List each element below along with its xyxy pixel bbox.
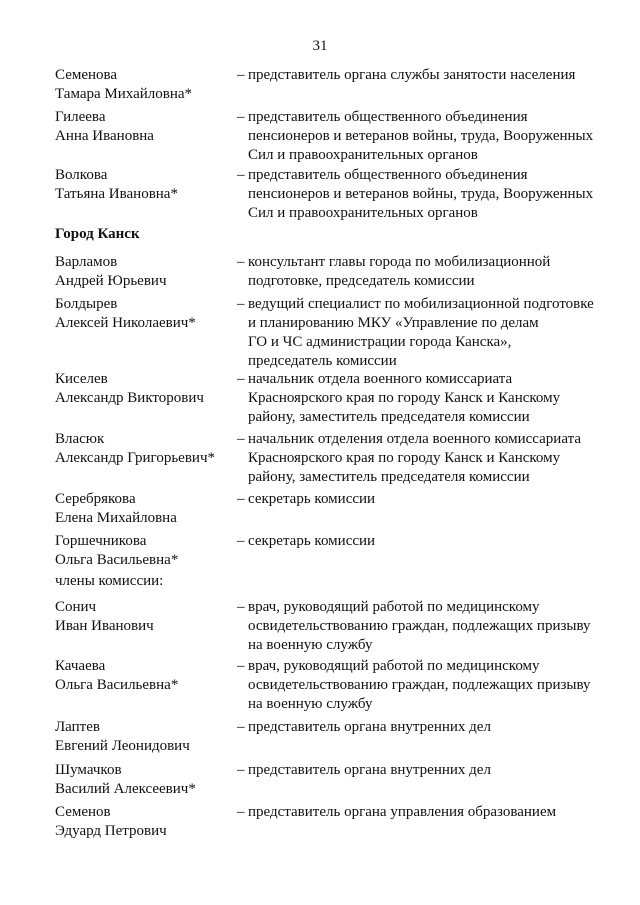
dash-marker: –	[237, 762, 245, 778]
dash-marker: –	[237, 658, 245, 674]
dash-marker: –	[237, 533, 245, 549]
member-role-line: на военную службу	[248, 637, 373, 653]
member-name-line: Волкова	[55, 167, 108, 183]
member-name-line: Шумачков	[55, 762, 122, 778]
member-name	[55, 370, 235, 408]
member-role-line	[237, 598, 597, 617]
member-role-text: врач, руководящий работой по медицинскому	[248, 658, 540, 674]
dash-marker: –	[237, 254, 245, 270]
member-name-line: Качаева	[55, 658, 106, 674]
member-name-line: Семенов	[55, 804, 111, 820]
member-role-text: представитель органа внутренних дел	[248, 719, 491, 735]
member-role-line: Красноярского края по городу Канск и Канскому	[248, 390, 561, 406]
member-name	[55, 108, 235, 146]
member-name	[55, 718, 235, 756]
member-role-line: и планированию МКУ «Управление по делам	[248, 315, 539, 331]
member-role	[237, 803, 597, 822]
member-role-line: на военную службу	[248, 696, 373, 712]
member-name	[55, 430, 235, 468]
member-role-text: ведущий специалист по мобилизационной подготовке	[248, 296, 594, 312]
dash-marker: –	[237, 67, 245, 83]
member-name-line: Алексей Николаевич*	[55, 315, 196, 331]
dash-marker: –	[237, 167, 245, 183]
member-name-line: Ольга Васильевна*	[55, 677, 179, 693]
member-role-text: представитель органа внутренних дел	[248, 762, 491, 778]
member-role	[237, 430, 597, 487]
member-role-text: представитель органа службы занятости населения	[248, 67, 576, 83]
member-name-line: Семенова	[55, 67, 118, 83]
member-name	[55, 803, 235, 841]
member-name-line: Сонич	[55, 599, 97, 615]
member-role-line	[237, 370, 597, 389]
member-name-line: Андрей Юрьевич	[55, 273, 167, 289]
dash-marker: –	[237, 371, 245, 387]
member-name-line: Иван Иванович	[55, 618, 154, 634]
member-name-line: Ольга Васильевна*	[55, 552, 179, 568]
member-name	[55, 166, 235, 204]
member-role-line	[237, 253, 597, 272]
member-role	[237, 532, 597, 551]
member-name	[55, 657, 235, 695]
member-role-line	[237, 108, 597, 127]
dash-marker: –	[237, 431, 245, 447]
member-name	[55, 598, 235, 636]
member-name-line: Александр Григорьевич*	[55, 450, 215, 466]
member-role-text: представитель общественного объединения	[248, 167, 528, 183]
member-role-line: пенсионеров и ветеранов войны, труда, Вооруженных	[248, 128, 594, 144]
member-role-text: секретарь комиссии	[248, 491, 376, 507]
member-role-line: Сил и правоохранительных органов	[248, 147, 478, 163]
member-name-line: Елена Михайловна	[55, 510, 177, 526]
member-role-line	[237, 761, 597, 780]
member-role-text: начальник отдела военного комиссариата	[248, 371, 513, 387]
member-role-text: консультант главы города по мобилизационной	[248, 254, 551, 270]
member-role-line: освидетельствованию граждан, подлежащих призыву	[248, 677, 591, 693]
member-role-text: представитель общественного объединения	[248, 109, 528, 125]
page-number: 31	[312, 38, 328, 54]
members-label: члены комиссии:	[55, 573, 164, 589]
member-role-line	[237, 532, 597, 551]
member-name	[55, 761, 235, 799]
member-name-line: Лаптев	[55, 719, 100, 735]
member-role	[237, 718, 597, 737]
member-name	[55, 253, 235, 291]
member-role-line	[237, 657, 597, 676]
member-role-line: подготовке, председатель комиссии	[248, 273, 475, 289]
member-name-line: Тамара Михайловна*	[55, 86, 193, 102]
member-name-line: Варламов	[55, 254, 118, 270]
member-name	[55, 295, 235, 333]
member-name-line: Гилеева	[55, 109, 106, 125]
member-role	[237, 370, 597, 427]
member-name-line: Василий Алексеевич*	[55, 781, 196, 797]
member-role-line	[237, 430, 597, 449]
member-name	[55, 66, 235, 104]
member-role-line: району, заместитель председателя комиссии	[248, 469, 530, 485]
member-name-line: Власюк	[55, 431, 105, 447]
dash-marker: –	[237, 296, 245, 312]
dash-marker: –	[237, 109, 245, 125]
member-role-text: начальник отделения отдела военного комиссариата	[248, 431, 581, 447]
member-role-line: освидетельствованию граждан, подлежащих призыву	[248, 618, 591, 634]
dash-marker: –	[237, 491, 245, 507]
section-heading: Город Канск	[55, 226, 140, 242]
member-role-line: ГО и ЧС администрации города Канска»,	[248, 334, 512, 350]
member-role-line: председатель комиссии	[248, 353, 397, 369]
member-role-text: секретарь комиссии	[248, 533, 376, 549]
member-role-line: Красноярского края по городу Канск и Канскому	[248, 450, 561, 466]
member-name-line: Александр Викторович	[55, 390, 204, 406]
member-name-line: Киселев	[55, 371, 108, 387]
member-role	[237, 253, 597, 291]
member-role	[237, 761, 597, 780]
member-role	[237, 657, 597, 714]
dash-marker: –	[237, 719, 245, 735]
member-name	[55, 532, 235, 570]
member-role-line	[237, 166, 597, 185]
member-role	[237, 166, 597, 223]
member-name	[55, 490, 235, 528]
member-role-line	[237, 490, 597, 509]
member-role	[237, 66, 597, 85]
member-role-line	[237, 803, 597, 822]
member-role	[237, 490, 597, 509]
member-role-line	[237, 718, 597, 737]
member-role	[237, 598, 597, 655]
member-name-line: Евгений Леонидович	[55, 738, 190, 754]
member-role-text: представитель органа управления образованием	[248, 804, 557, 820]
member-role	[237, 295, 597, 371]
dash-marker: –	[237, 804, 245, 820]
member-name-line: Эдуард Петрович	[55, 823, 167, 839]
member-name-line: Горшечникова	[55, 533, 147, 549]
member-name-line: Болдырев	[55, 296, 118, 312]
member-role-line: пенсионеров и ветеранов войны, труда, Вооруженных	[248, 186, 594, 202]
member-role-line: району, заместитель председателя комиссии	[248, 409, 530, 425]
member-role-line	[237, 295, 597, 314]
member-name-line: Серебрякова	[55, 491, 136, 507]
member-name-line: Татьяна Ивановна*	[55, 186, 178, 202]
member-role	[237, 108, 597, 165]
member-role-text: врач, руководящий работой по медицинскому	[248, 599, 540, 615]
dash-marker: –	[237, 599, 245, 615]
member-role-line: Сил и правоохранительных органов	[248, 205, 478, 221]
member-name-line: Анна Ивановна	[55, 128, 154, 144]
member-role-line	[237, 66, 597, 85]
